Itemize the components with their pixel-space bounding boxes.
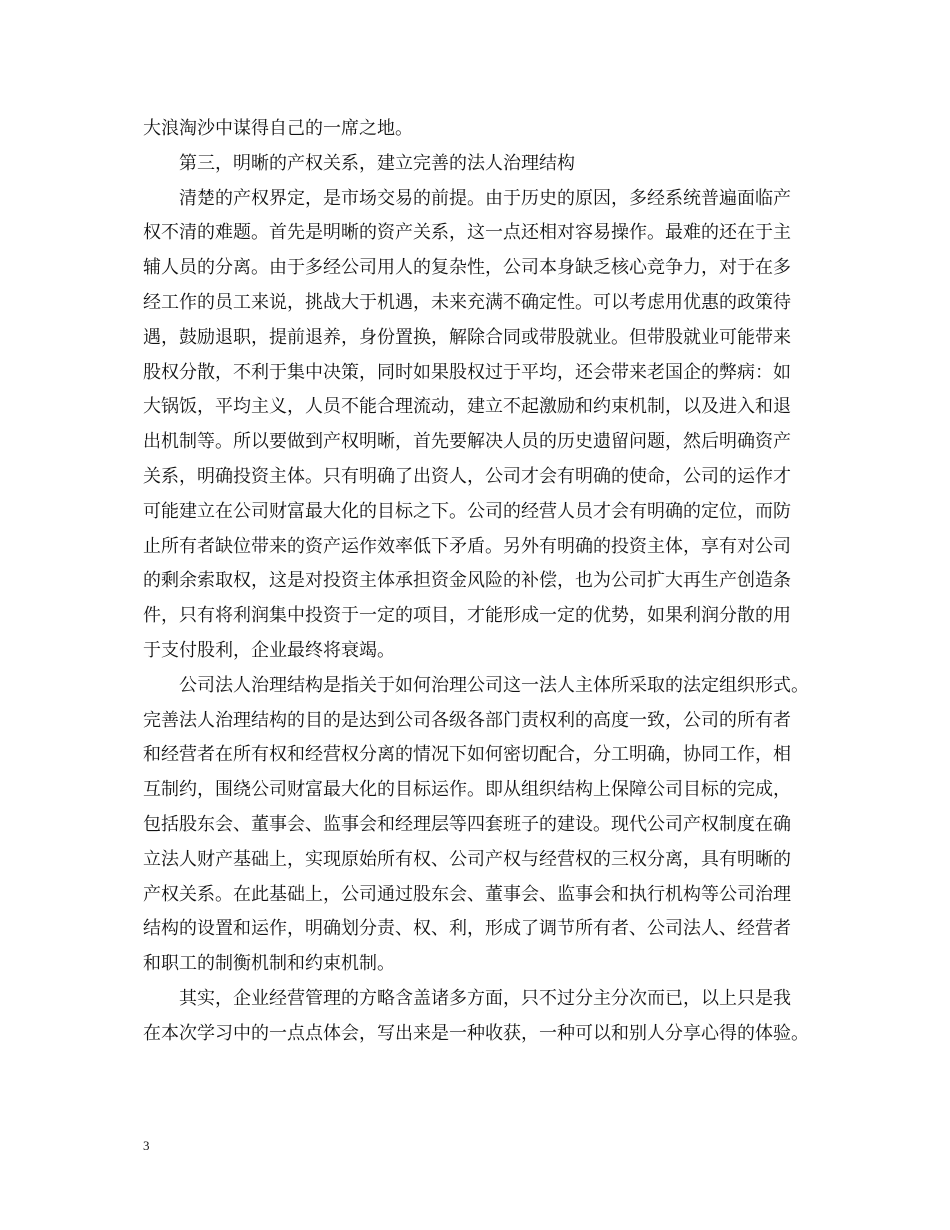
text-line: 清楚的产权界定，是市场交易的前提。由于历史的原因，多经系统普遍面临产 bbox=[179, 187, 791, 209]
text-line: 权不清的难题。首先是明晰的资产关系，这一点还相对容易操作。最难的还在于主 bbox=[143, 222, 791, 244]
text-line: 关系，明确投资主体。只有明确了出资人，公司才会有明确的使命，公司的运作才 bbox=[143, 465, 791, 487]
document-body bbox=[143, 112, 828, 1052]
text-line: 产权关系。在此基础上，公司通过股东会、董事会、监事会和执行机构等公司治理 bbox=[143, 883, 791, 905]
text-line: 结构的设置和运作，明确划分责、权、利，形成了调节所有者、公司法人、经营者 bbox=[143, 918, 791, 940]
text-line: 可能建立在公司财富最大化的目标之下。公司的经营人员才会有明确的定位，而防 bbox=[143, 500, 791, 522]
text-line: 第三，明晰的产权关系，建立完善的法人治理结构 bbox=[179, 152, 575, 174]
text-line: 公司法人治理结构是指关于如何治理公司这一法人主体所采取的法定组织形式。 bbox=[179, 674, 809, 696]
text-line: 互制约，围绕公司财富最大化的目标运作。即从组织结构上保障公司目标的完成， bbox=[143, 779, 791, 801]
text-line: 遇，鼓励退职，提前退养，身份置换，解除合同或带股就业。但带股就业可能带来 bbox=[143, 326, 791, 348]
page-number: 3 bbox=[143, 1138, 150, 1153]
text-line: 包括股东会、董事会、监事会和经理层等四套班子的建设。现代公司产权制度在确 bbox=[143, 813, 791, 835]
text-line: 和职工的制衡机制和约束机制。 bbox=[143, 953, 395, 975]
text-line: 止所有者缺位带来的资产运作效率低下矛盾。另外有明确的投资主体，享有对公司 bbox=[143, 535, 791, 557]
text-line: 辅人员的分离。由于多经公司用人的复杂性，公司本身缺乏核心竞争力，对于在多 bbox=[143, 257, 791, 279]
text-line: 完善法人治理结构的目的是达到公司各级各部门责权利的高度一致，公司的所有者 bbox=[143, 709, 791, 731]
text-line: 其实，企业经营管理的方略含盖诸多方面，只不过分主分次而已，以上只是我 bbox=[179, 987, 791, 1009]
text-line: 在本次学习中的一点点体会，写出来是一种收获，一种可以和别人分享心得的体验。 bbox=[143, 1022, 809, 1044]
text-line: 大锅饭，平均主义，人员不能合理流动，建立不起激励和约束机制，以及进入和退 bbox=[143, 396, 791, 418]
text-line: 件，只有将利润集中投资于一定的项目，才能形成一定的优势，如果利润分散的用 bbox=[143, 605, 791, 627]
text-line: 大浪淘沙中谋得自己的一席之地。 bbox=[143, 118, 413, 139]
text-line: 经工作的员工来说，挑战大于机遇，未来充满不确定性。可以考虑用优惠的政策待 bbox=[143, 291, 791, 313]
text-line: 于支付股利，企业最终将衰竭。 bbox=[143, 639, 395, 661]
text-line: 的剩余索取权，这是对投资主体承担资金风险的补偿，也为公司扩大再生产创造条 bbox=[143, 570, 791, 592]
text-line: 和经营者在所有权和经营权分离的情况下如何密切配合，分工明确，协同工作，相 bbox=[143, 744, 791, 766]
text-line: 出机制等。所以要做到产权明晰，首先要解决人员的历史遗留问题，然后明确资产 bbox=[143, 431, 791, 453]
text-line: 股权分散，不利于集中决策，同时如果股权过于平均，还会带来老国企的弊病：如 bbox=[143, 361, 791, 383]
text-line: 立法人财产基础上，实现原始所有权、公司产权与经营权的三权分离，具有明晰的 bbox=[143, 848, 791, 870]
